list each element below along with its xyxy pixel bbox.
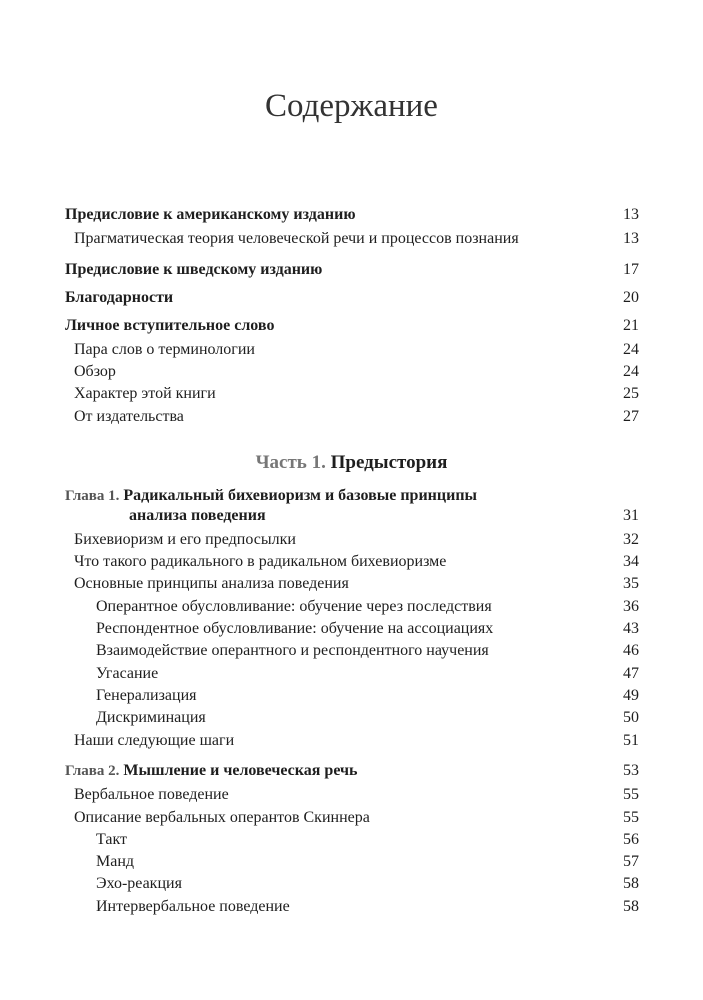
entry-title: Благодарности [65,289,174,306]
entry-page: 53 [623,762,639,779]
toc-entry [74,407,639,426]
entry-title: Характер этой книги [74,385,216,402]
entry-title: Наши следующие шаги [74,732,235,749]
chapter-title-continued: анализа поведения [129,507,266,524]
toc-entry [96,708,639,727]
entry-title: Эхо-реакция [96,875,182,892]
chapter-title: Радикальный бихевиоризм и базовые принципы [123,487,478,504]
entry-page: 31 [623,507,639,524]
toc-entry [74,530,639,549]
entry-title: От издательства [74,408,184,425]
toc-entry [96,664,639,683]
entry-title: Прагматическая теория человеческой речи и процессов познания [74,230,519,247]
toc-entry [74,808,639,827]
toc-entry [65,288,639,307]
part-label: Часть 1. [255,452,326,473]
entry-page: 25 [623,385,639,402]
entry-page: 32 [623,531,639,548]
entry-title: Предисловие к шведскому изданию [65,261,323,278]
entry-page: 35 [623,575,639,592]
entry-page: 20 [623,289,639,306]
entry-title: Интервербальное поведение [96,898,290,915]
toc-entry [74,731,639,750]
entry-page: 50 [623,709,639,726]
toc-entry [65,316,639,335]
part-heading [0,452,703,474]
entry-title: Основные принципы анализа поведения [74,575,349,592]
entry-title: Предисловие к американскому изданию [65,206,356,223]
toc-entry [74,229,639,248]
entry-page: 13 [623,206,639,223]
toc-entry [96,830,639,849]
chapter-heading [65,761,639,781]
entry-title: Оперантное обусловливание: обучение через последствия [96,598,492,615]
entry-title: Пара слов о терминологии [74,341,255,358]
toc-entry [65,205,639,224]
entry-page: 58 [623,875,639,892]
toc-entry [96,897,639,916]
toc-entry [74,785,639,804]
chapter-title: Мышление и человеческая речь [123,762,358,779]
entry-page: 24 [623,363,639,380]
entry-page: 24 [623,341,639,358]
entry-page: 34 [623,553,639,570]
entry-title: Угасание [96,665,159,682]
toc-entry [96,619,639,638]
toc-entry [96,641,639,660]
entry-page: 46 [623,642,639,659]
entry-title: Дискриминация [96,709,206,726]
entry-page: 17 [623,261,639,278]
entry-page: 47 [623,665,639,682]
entry-page: 56 [623,831,639,848]
entry-title: Описание вербальных оперантов Скиннера [74,809,370,826]
page-title: Содержание [265,88,438,124]
entry-page: 55 [623,786,639,803]
entry-page: 58 [623,898,639,915]
entry-page: 13 [623,230,639,247]
part-title: Предыстория [330,452,448,473]
chapter-label: Глава 2. [65,763,120,779]
entry-page: 51 [623,732,639,749]
entry-title: Манд [96,853,135,870]
entry-page: 27 [623,408,639,425]
entry-title: Что такого радикального в радикальном бихевиоризме [74,553,447,570]
entry-title: Респондентное обусловливание: обучение на ассоциациях [96,620,494,637]
toc-entry [74,552,639,571]
entry-title: Взаимодействие оперантного и респондентного научения [96,642,489,659]
entry-page: 57 [623,853,639,870]
entry-page: 36 [623,598,639,615]
entry-title: Генерализация [96,687,197,704]
entry-title: Такт [96,831,128,848]
toc-entry [74,574,639,593]
entry-page: 55 [623,809,639,826]
toc-entry [74,384,639,403]
toc-entry [96,686,639,705]
toc-entry [74,340,639,359]
entry-page: 21 [623,317,639,334]
entry-title: Вербальное поведение [74,786,229,803]
entry-page: 49 [623,687,639,704]
chapter-label: Глава 1. [65,488,120,504]
entry-title: Бихевиоризм и его предпосылки [74,531,296,548]
toc-entry [74,362,639,381]
toc-entry [96,852,639,871]
entry-title: Обзор [74,363,116,380]
chapter-heading [65,486,639,526]
toc-entry [96,597,639,616]
entry-page: 43 [623,620,639,637]
toc-entry [65,260,639,279]
toc-entry [96,874,639,893]
entry-title: Личное вступительное слово [65,317,275,334]
